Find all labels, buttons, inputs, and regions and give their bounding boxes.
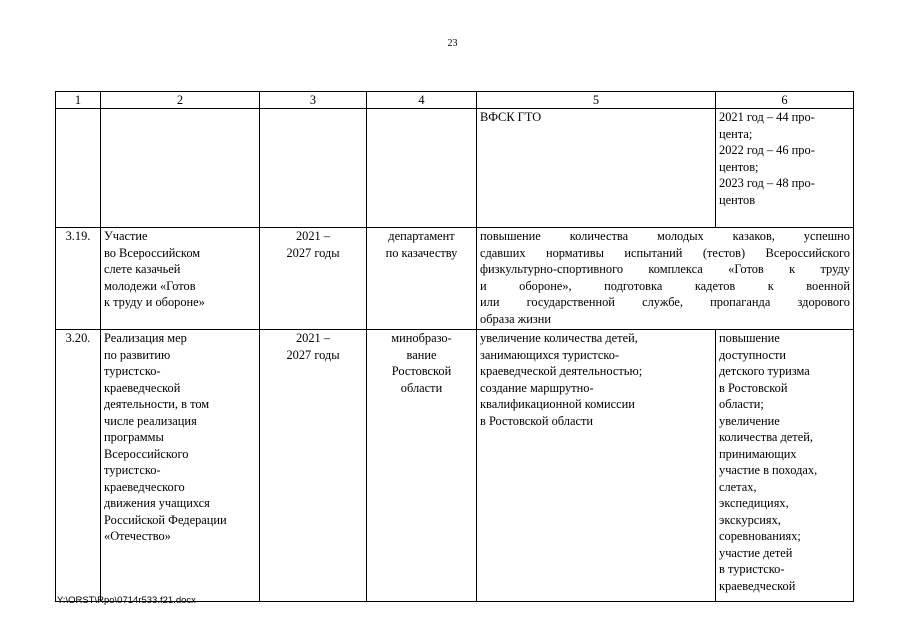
column-number-5: 5 [477, 92, 716, 109]
table-row-continued [56, 109, 854, 228]
cell-empty [56, 109, 101, 228]
result-line: образа жизни [480, 311, 552, 326]
cell-term: 2021 – 2027 годы [260, 330, 367, 602]
result-line: повышение количества молодых казаков, успешно [480, 229, 850, 243]
table-header-row [56, 92, 854, 109]
result-line: сдавших нормативы испытаний (тестов) Всероссийского [480, 245, 850, 260]
cell-row-number: 3.19. [56, 228, 101, 330]
column-number-3: 3 [260, 92, 367, 109]
page-number: 23 [447, 38, 458, 49]
cell-measure-name: Реализация мер по развитию туристско- краеведческой деятельности, в том числе реализация программы Всероссийского туристско- краеведческого движения учащихся Российской Федерации «Отечество» [101, 330, 260, 602]
cell-empty [260, 109, 367, 228]
cell-expected-result: увеличение количества детей, занимающихся туристско- краеведческой деятельностью; создание маршрутно- квалификационной комиссии в Ростовской области [477, 330, 716, 602]
cell-continued-indicators: 2021 год – 44 про- цента; 2022 год – 46 про- центов; 2023 год – 48 про- центов [716, 109, 854, 228]
cell-executor: минобразо- вание Ростовской области [367, 330, 477, 602]
result-line: и обороне», подготовка кадетов к военной [480, 278, 850, 293]
cell-indicators: повышение доступности детского туризма в Ростовской области; увеличение количества детей, принимающих участие в походах, слетах, экспедициях, экскурсиях, соревнованиях; участие детей в туристско- краеведческой [716, 330, 854, 602]
file-path-footer: Y:\ORST\Rpo\0714r533.f21.docx [57, 595, 196, 606]
cell-expected-result [477, 228, 854, 330]
cell-continued-result: ВФСК ГТО [477, 109, 716, 228]
cell-empty [101, 109, 260, 228]
cell-executor: департамент по казачеству [367, 228, 477, 330]
table-row-3-20 [56, 330, 854, 602]
column-number-2: 2 [101, 92, 260, 109]
cell-row-number: 3.20. [56, 330, 101, 602]
column-number-4: 4 [367, 92, 477, 109]
column-number-6: 6 [716, 92, 854, 109]
column-number-1: 1 [56, 92, 101, 109]
result-line: физкультурно-спортивного комплекса «Готов к труду [480, 262, 850, 276]
cell-measure-name: Участие во Всероссийском слете казачьей молодежи «Готов к труду и обороне» [101, 228, 260, 330]
cell-empty [367, 109, 477, 228]
table-row-3-19 [56, 228, 854, 330]
cell-term: 2021 – 2027 годы [260, 228, 367, 330]
measures-table [55, 91, 854, 602]
result-line: или государственной службе, пропаганда здорового [480, 295, 850, 309]
